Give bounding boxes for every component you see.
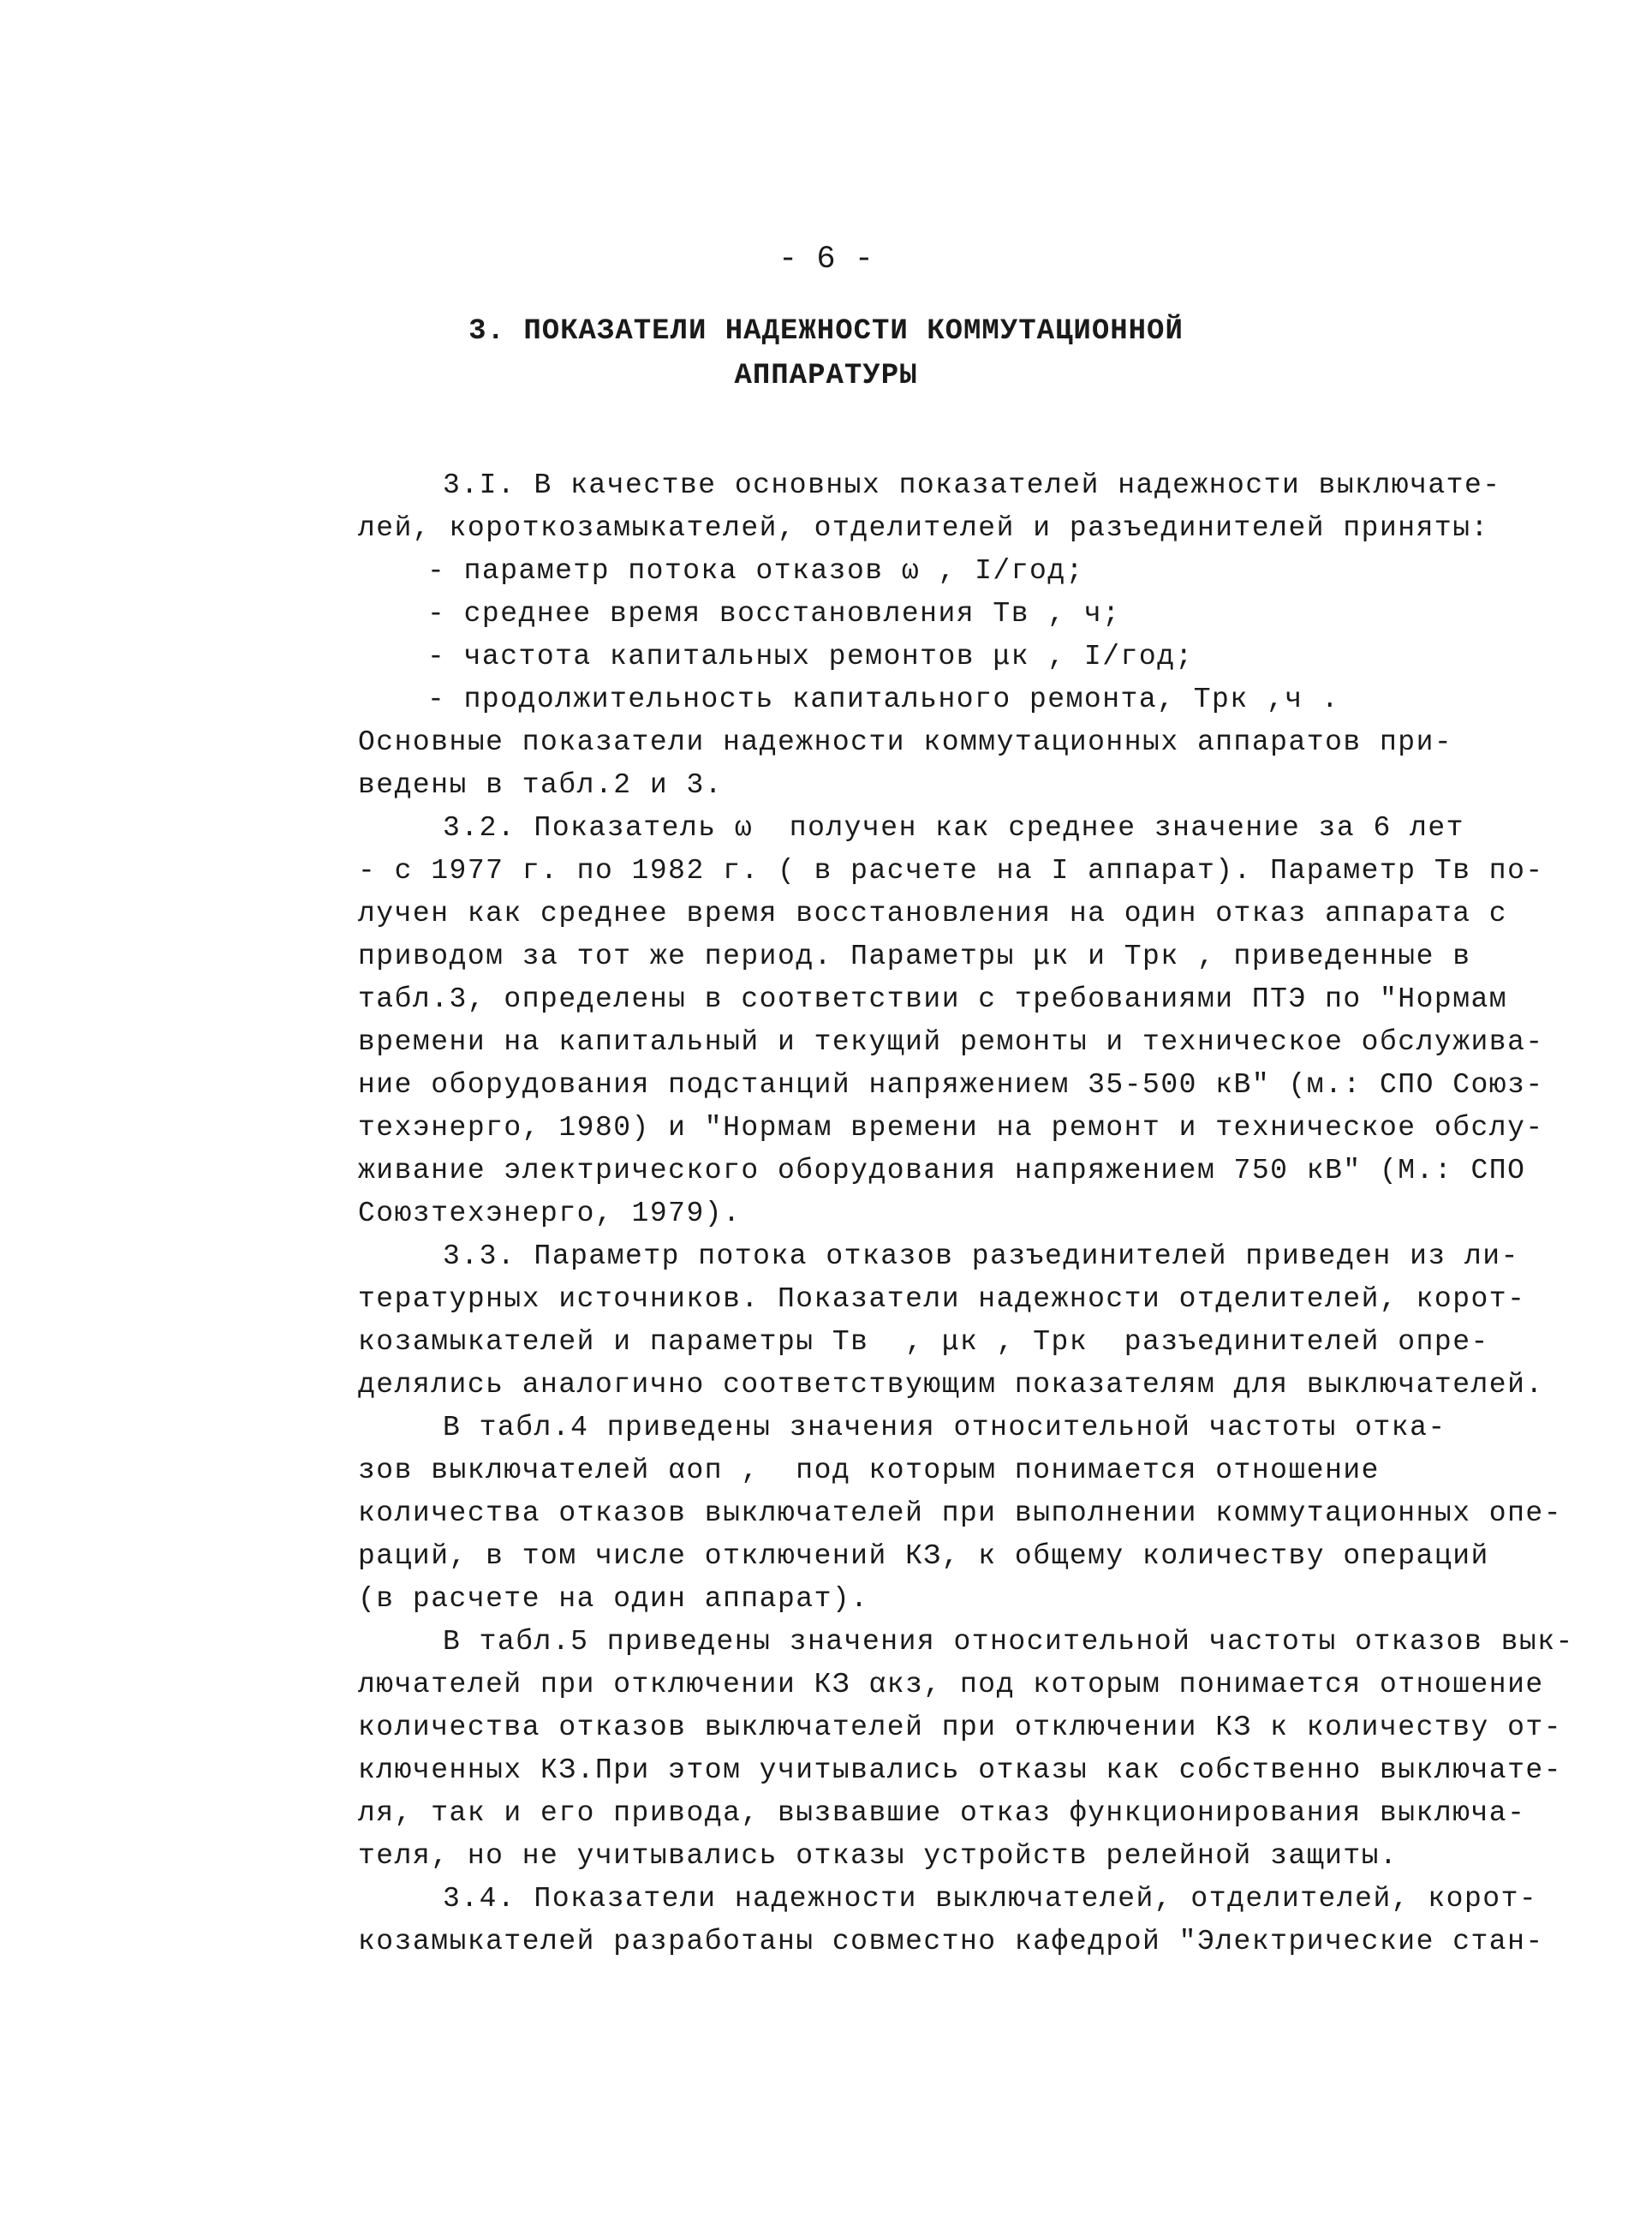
text-line: техэнерго, 1980) и "Нормам времени на ремонт и техническое обслу- xyxy=(358,1112,1544,1144)
text-line: ние оборудования подстанций напряжением 35-500 кВ" (м.: СПО Союз- xyxy=(358,1069,1544,1101)
text-line: 3.4. Показатели надежности выключателей, отделителей, корот- xyxy=(443,1883,1538,1915)
text-line: зов выключателей αоп , под которым понимается отношение xyxy=(358,1455,1380,1486)
text-line: В табл.4 приведены значения относительной частоты отка- xyxy=(443,1412,1446,1443)
text-line: ля, так и его привода, вызвавшие отказ функционирования выключа- xyxy=(358,1797,1526,1829)
text-line: времени на капитальный и текущий ремонты и техническое обслужива- xyxy=(358,1026,1544,1058)
text-line: живание электрического оборудования напряжением 750 кВ" (М.: СПО xyxy=(358,1155,1526,1186)
text-line: лючателей при отключении КЗ αкз, под которым понимается отношение xyxy=(358,1669,1544,1700)
text-line: лучен как среднее время восстановления на один отказ аппарата с xyxy=(358,898,1508,929)
text-line: - частота капитальных ремонтов μк , I/год; xyxy=(427,641,1194,672)
text-line: теля, но не учитывались отказы устройств релейной защиты. xyxy=(358,1840,1399,1872)
text-line: Основные показатели надежности коммутационных аппаратов при- xyxy=(358,726,1453,758)
text-line: (в расчете на один аппарат). xyxy=(358,1583,869,1615)
text-line: ведены в табл.2 и 3. xyxy=(358,769,724,801)
text-line: делялись аналогично соответствующим показателям для выключателей. xyxy=(358,1369,1544,1401)
text-line: приводом за тот же период. Параметры μк и Tрк , приведенные в xyxy=(358,941,1471,972)
text-line: ключенных КЗ.При этом учитывались отказы как собственно выключате- xyxy=(358,1754,1563,1786)
page-number: - 6 - xyxy=(778,242,874,278)
text-line: В табл.5 приведены значения относительной частоты отказов вык- xyxy=(443,1626,1574,1658)
text-line: количества отказов выключателей при отключении КЗ к количеству от- xyxy=(358,1712,1563,1743)
text-line: тературных источников. Показатели надежности отделителей, корот- xyxy=(358,1283,1526,1315)
section-heading-line-2: АППАРАТУРЫ xyxy=(734,360,918,392)
text-line: раций, в том числе отключений КЗ, к общему количеству операций xyxy=(358,1540,1489,1572)
text-line: - продолжительность капитального ремонта, Tрк ,ч . xyxy=(427,684,1340,715)
text-line: - параметр потока отказов ω , I/год; xyxy=(427,555,1084,587)
text-line: 3.I. В качестве основных показателей надежности выключате- xyxy=(443,469,1501,501)
text-line: табл.3, определены в соответствии с требованиями ПТЭ по "Нормам xyxy=(358,983,1508,1015)
text-line: количества отказов выключателей при выполнении коммутационных опе- xyxy=(358,1497,1563,1529)
text-line: козамыкателей разработаны совместно кафедрой "Электрические стан- xyxy=(358,1926,1544,1957)
text-line: 3.3. Параметр потока отказов разъединителей приведен из ли- xyxy=(443,1240,1519,1272)
text-line: 3.2. Показатель ω получен как среднее значение за 6 лет xyxy=(443,812,1464,844)
text-line: лей, короткозамыкателей, отделителей и разъединителей приняты: xyxy=(358,512,1489,544)
section-heading-line-1: 3. ПОКАЗАТЕЛИ НАДЕЖНОСТИ КОММУТАЦИОННОЙ xyxy=(468,315,1184,348)
text-line: козамыкателей и параметры Tв , μк , Tрк разъединителей опре- xyxy=(358,1326,1489,1358)
text-line: - среднее время восстановления Tв , ч; xyxy=(427,598,1121,630)
text-line: - с 1977 г. по 1982 г. ( в расчете на I аппарат). Параметр Tв по- xyxy=(358,855,1544,887)
text-line: Союзтехэнерго, 1979). xyxy=(358,1198,742,1229)
